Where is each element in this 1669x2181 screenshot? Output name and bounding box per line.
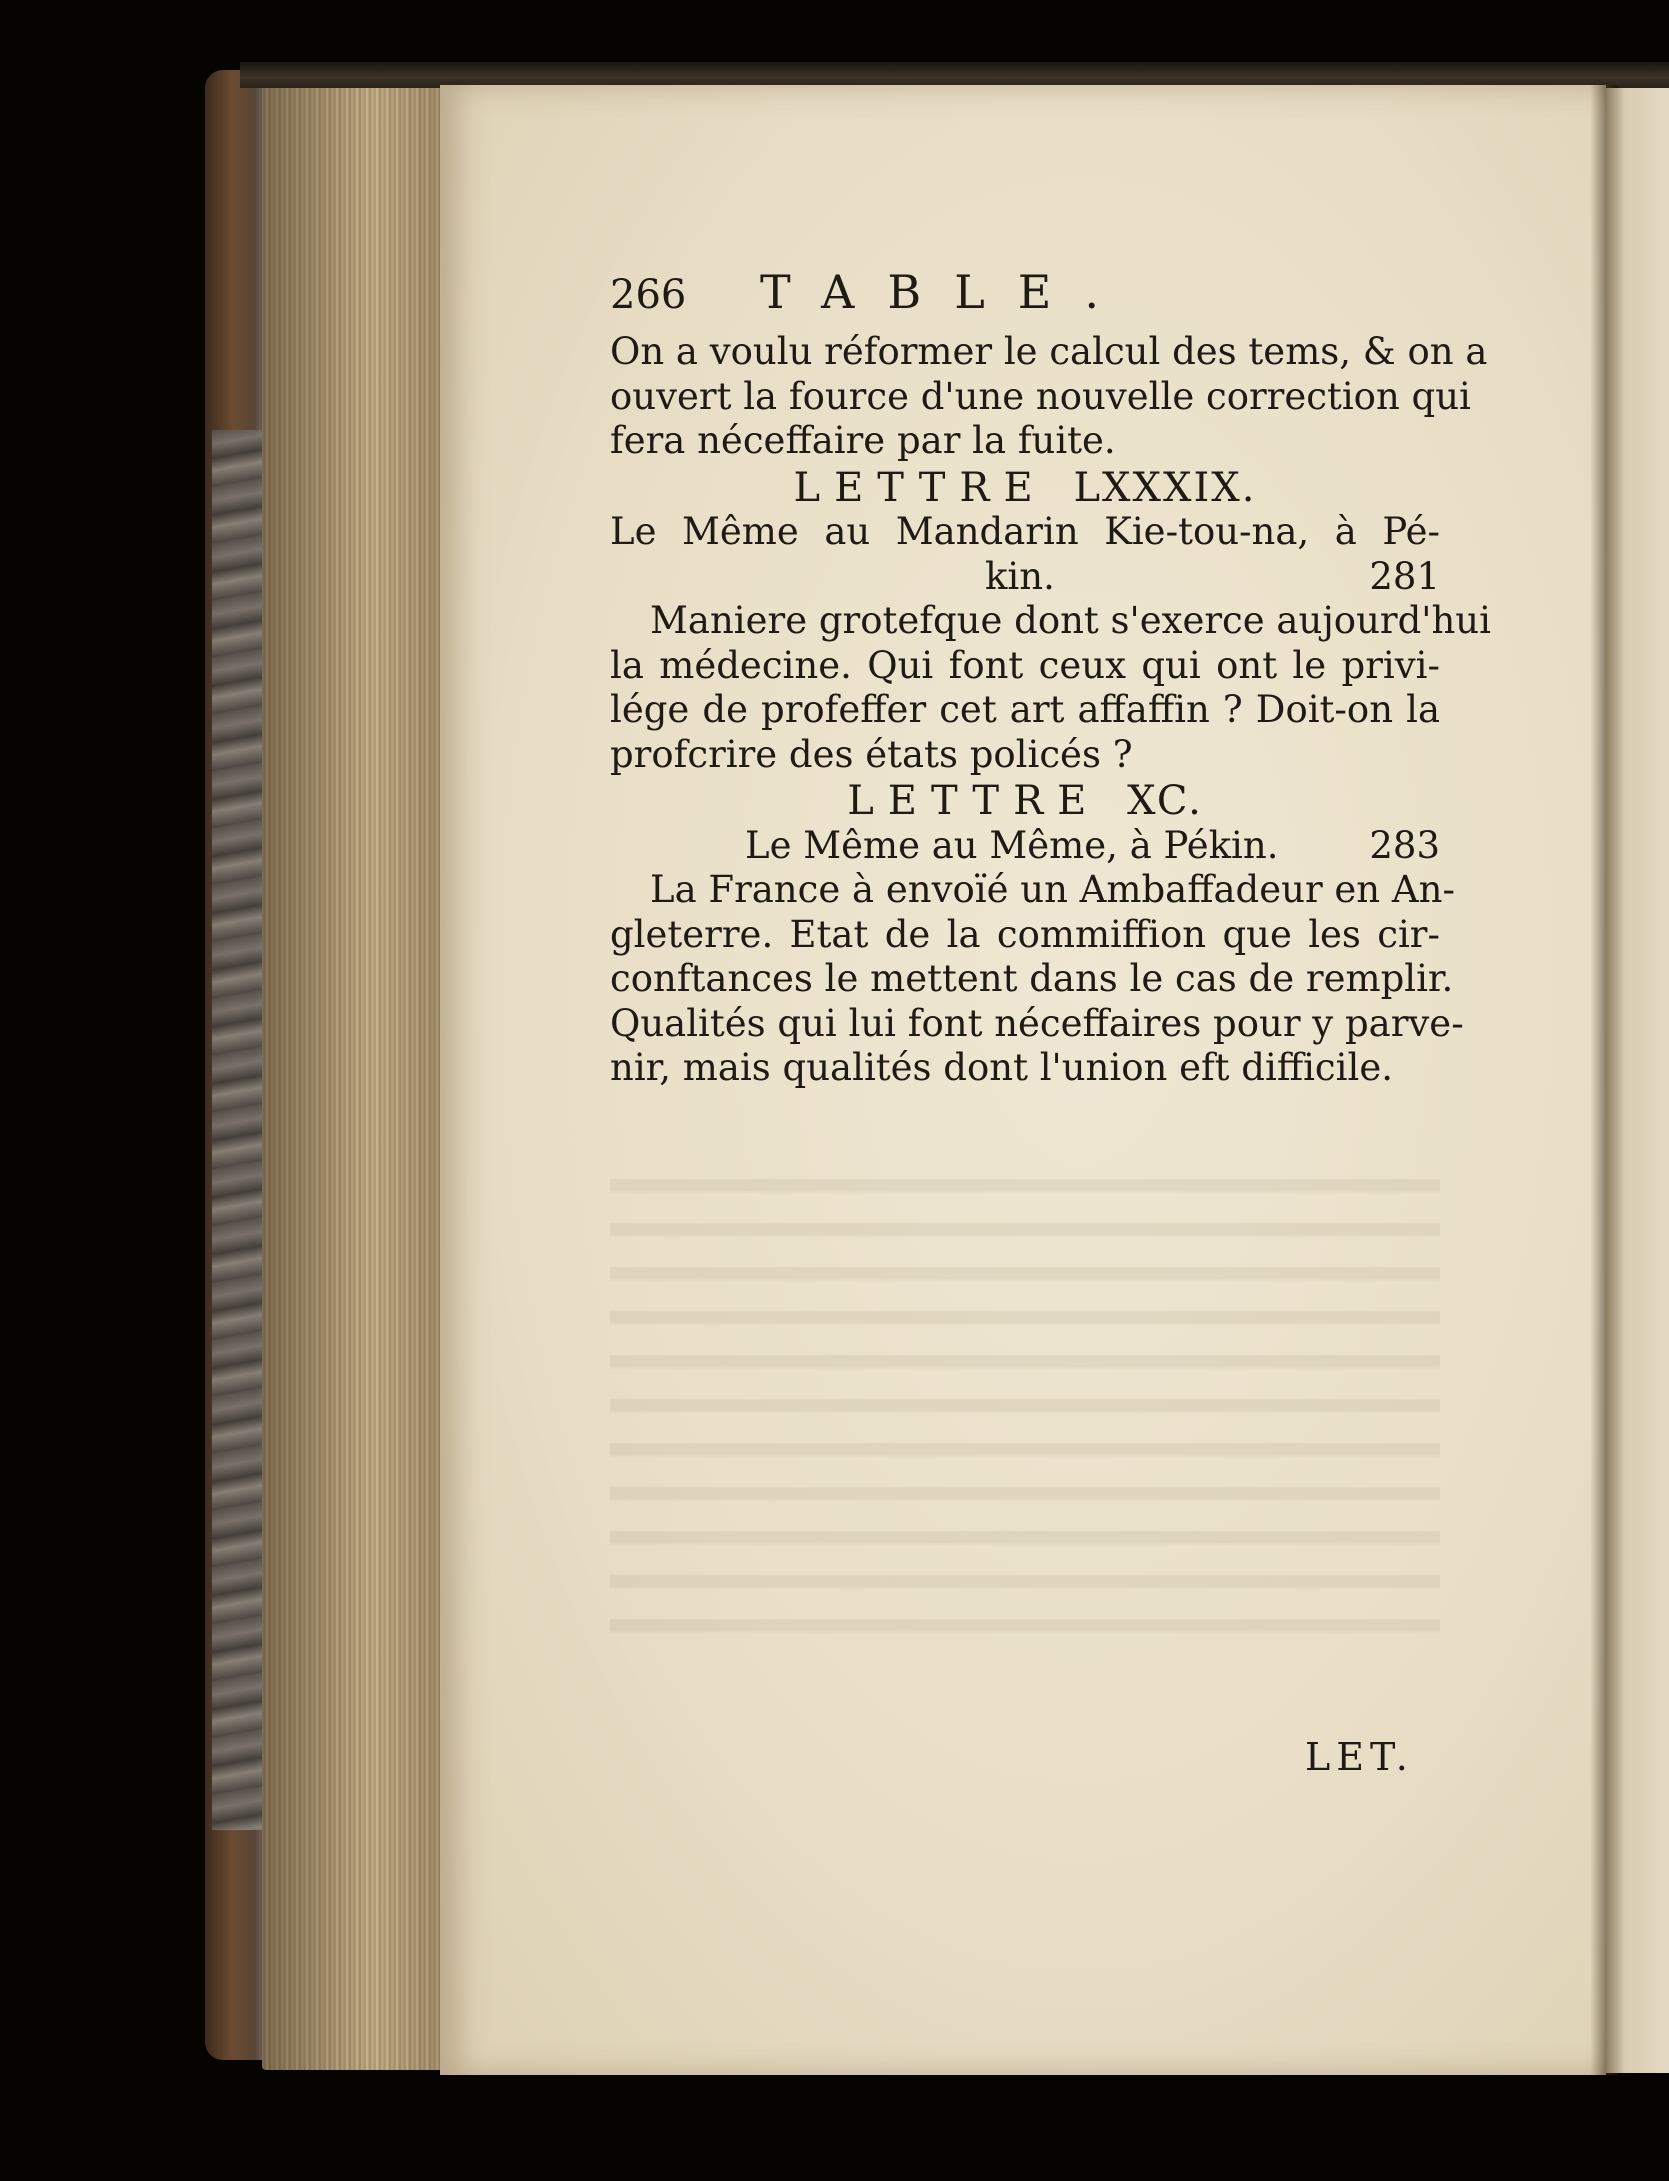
letter-page-ref: 283 bbox=[1369, 823, 1440, 867]
summary-line: Qualités qui lui font néceffaires pour y parve- bbox=[610, 1001, 1464, 1045]
running-title: TABLE. bbox=[760, 265, 1132, 319]
summary-line: profcrire des états policés ? bbox=[610, 732, 1133, 776]
running-head bbox=[610, 265, 1440, 330]
page-text bbox=[610, 265, 1491, 1091]
intro-line: ouvert la fource d'une nouvelle correction qui bbox=[610, 374, 1471, 418]
letter-address: Le Même au Même, à Pékin. bbox=[745, 823, 1279, 867]
bleed-through bbox=[610, 1150, 1440, 1650]
summary-line: Maniere grotefque dont s'exerce aujourd'hui bbox=[650, 599, 1491, 642]
letter-heading bbox=[610, 779, 1440, 824]
letter-heading-word: LETTRE bbox=[793, 464, 1047, 511]
page-number: 266 bbox=[610, 272, 687, 318]
summary-line: lége de profeffer cet art affaffin ? Doit-on la bbox=[610, 688, 1440, 731]
summary-line: la médecine. Qui font ceux qui ont le privi- bbox=[610, 643, 1440, 687]
letter-address-cont: kin. bbox=[985, 554, 1055, 598]
letter-numeral: XC. bbox=[1127, 778, 1203, 824]
letter-address-row bbox=[610, 824, 1440, 869]
catchword: LET. bbox=[1305, 1735, 1414, 1779]
page-edges-shadow bbox=[262, 80, 447, 2070]
letter-heading-word: LETTRE bbox=[847, 778, 1101, 824]
letter-address-row bbox=[610, 555, 1440, 600]
summary-line: nir, mais qualités dont l'union eft difficile. bbox=[610, 1046, 1393, 1089]
letter-address: Le Même au Mandarin Kie-tou-na, à Pé- bbox=[610, 510, 1440, 553]
summary-line: La France à envoïé un Ambaffadeur en An- bbox=[650, 868, 1455, 911]
facing-page bbox=[1606, 88, 1669, 2073]
letter-page-ref: 281 bbox=[1369, 554, 1440, 598]
summary-line: gleterre. Etat de la commiffion que les cir- bbox=[610, 912, 1440, 956]
letter-heading bbox=[610, 466, 1440, 511]
letter-numeral: LXXXIX. bbox=[1073, 464, 1257, 511]
intro-line: On a voulu réformer le calcul des tems, & on a bbox=[610, 330, 1488, 373]
summary-line: conftances le mettent dans le cas de remplir. bbox=[610, 957, 1454, 1000]
intro-line: fera néceffaire par la fuite. bbox=[610, 419, 1116, 462]
